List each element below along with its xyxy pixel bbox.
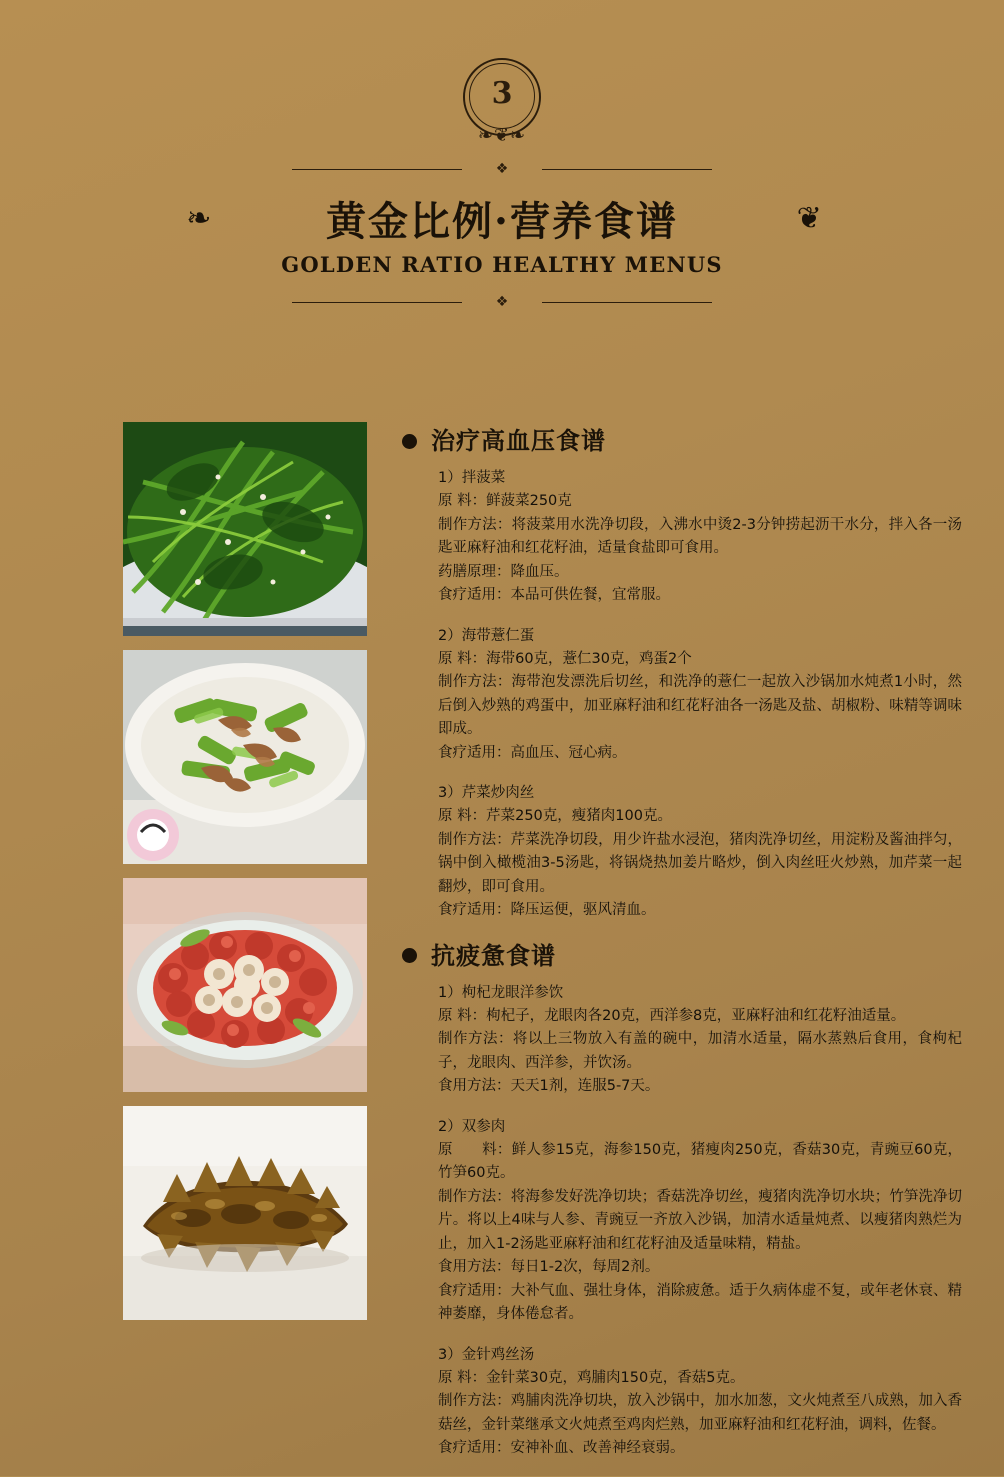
recipe-name: 2）双参肉 [438,1118,506,1135]
title-block [186,178,817,277]
swirl-left-icon: ❧ [186,201,208,236]
page-subtitle: GOLDEN RATIO HEALTHY MENUS [281,252,723,277]
recipe-item [438,781,962,923]
section-heading-antifatigue [400,941,962,971]
recipe-line: 原 料：鲜菠菜250克 [438,493,572,509]
recipe-name: 1）枸杞龙眼洋参饮 [438,984,564,1001]
recipe-name: 1）拌菠菜 [438,470,506,486]
photo-celery-pork [123,650,367,864]
recipe-line: 药膳原理：降血压。 [438,563,569,580]
recipe-line: 食疗适用：本品可供佐餐，宜常服。 [438,587,670,603]
diamond-icon: ❖ [495,161,509,177]
recipe-line: 制作方法：芹菜洗净切段，用少许盐水浸泡，猪肉洗净切丝，用淀粉及酱油拌匀，锅中倒入橄榄油3-5汤匙，将锅烧热加姜片略炒，倒入肉丝旺火炒熟，加芹菜一起翻炒，即可食用。 [438,831,962,895]
recipe-line: 制作方法：鸡脯肉洗净切块，放入沙锅中，加水加葱，文火炖煮至八成熟，加入香菇丝，金针菜继承文火炖煮至鸡肉烂熟，加亚麻籽油和红花籽油，调料，佐餐。 [438,1393,962,1433]
recipe-name: 3）芹菜炒肉丝 [438,785,535,801]
recipe-item [438,981,962,1099]
text-column [400,426,962,1477]
bullet-icon [402,434,417,449]
recipe-line: 食疗适用：大补气血、强壮身体，消除疲惫。适于久病体虚不复，或年老休衰、精神萎靡，身体倦怠者。 [438,1282,962,1322]
flourish-icon: ❧❦❧ [477,125,527,146]
recipe-line: 食疗适用：安神补血、改善神经衰弱。 [438,1440,685,1456]
recipe-item [438,624,962,766]
recipe-line: 制作方法：将以上三物放入有盖的碗中，加清水适量，隔水蒸熟后食用，食枸杞子，龙眼肉、西洋参，并饮汤。 [438,1031,962,1071]
recipe-line: 原 料：鲜人参15克，海参150克，猪瘦肉250克，香菇30克，青豌豆60克，竹笋60克。 [438,1141,962,1181]
diamond-icon-bottom: ❖ [495,294,509,310]
page-title: 黄金比例·营养食谱 [326,198,678,245]
photo-spinach-salad [123,422,367,636]
recipe-item [438,1343,962,1461]
photo-goji-longan [123,878,367,1092]
recipe-line: 制作方法：将菠菜用水洗净切段，入沸水中烫2-3分钟捞起沥干水分，拌入各一汤匙亚麻籽油和红花籽油，适量食盐即可食用。 [438,516,962,556]
recipe-line: 原 料：芹菜250克，瘦猪肉100克。 [438,808,672,824]
recipe-name: 3）金针鸡丝汤 [438,1346,535,1363]
content-area [0,422,1004,1476]
chapter-badge [442,58,562,148]
swirl-right-icon: ❦ [796,201,818,236]
chapter-number: 3 [491,76,513,111]
recipe-line: 制作方法：将海参发好洗净切块；香菇洗净切丝，瘦猪肉洗净切水块；竹笋洗净切片。将以上4味与人参、青豌豆一齐放入沙锅，加清水适量炖煮、以瘦猪肉熟烂为止，加入1-2汤匙亚麻籽油和红花籽油及适量味精，精盐。 [438,1188,962,1252]
section-title: 抗疲惫食谱 [431,940,556,970]
recipe-line: 原 料：海带60克，薏仁30克，鸡蛋2个 [438,650,692,667]
bullet-icon [402,948,417,963]
recipe-line: 原 料：枸杞子，龙眼肉各20克，西洋参8克，亚麻籽油和红花籽油适量。 [438,1007,906,1024]
recipe-line: 原 料：金针菜30克，鸡脯肉150克，香菇5克。 [438,1369,745,1386]
recipe-line: 食用方法：每日1-2次，每周2剂。 [438,1259,660,1275]
recipe-line: 食疗适用：降压运便，驱风清血。 [438,902,656,918]
recipe-item [438,466,962,608]
recipe-line: 制作方法：海带泡发漂洗后切丝，和洗净的薏仁一起放入沙锅加水炖煮1小时，然后倒入炒熟的鸡蛋中，加亚麻籽油和红花籽油各一汤匙及盐、胡椒粉、味精等调味即成。 [438,674,962,737]
page-header [0,0,1004,311]
recipe-line: 食用方法：天天1剂，连服5-7天。 [438,1078,660,1094]
bottom-divider [292,293,712,311]
section-title: 治疗高血压食谱 [431,426,606,455]
recipe-line: 食疗适用：高血压、冠心病。 [438,744,627,761]
photo-sea-cucumber [123,1106,367,1320]
recipe-item [438,1115,962,1327]
photo-column [123,422,367,1334]
recipe-name: 2）海带薏仁蛋 [438,627,535,644]
top-divider [292,160,712,178]
section-heading-hypertension [400,426,962,456]
